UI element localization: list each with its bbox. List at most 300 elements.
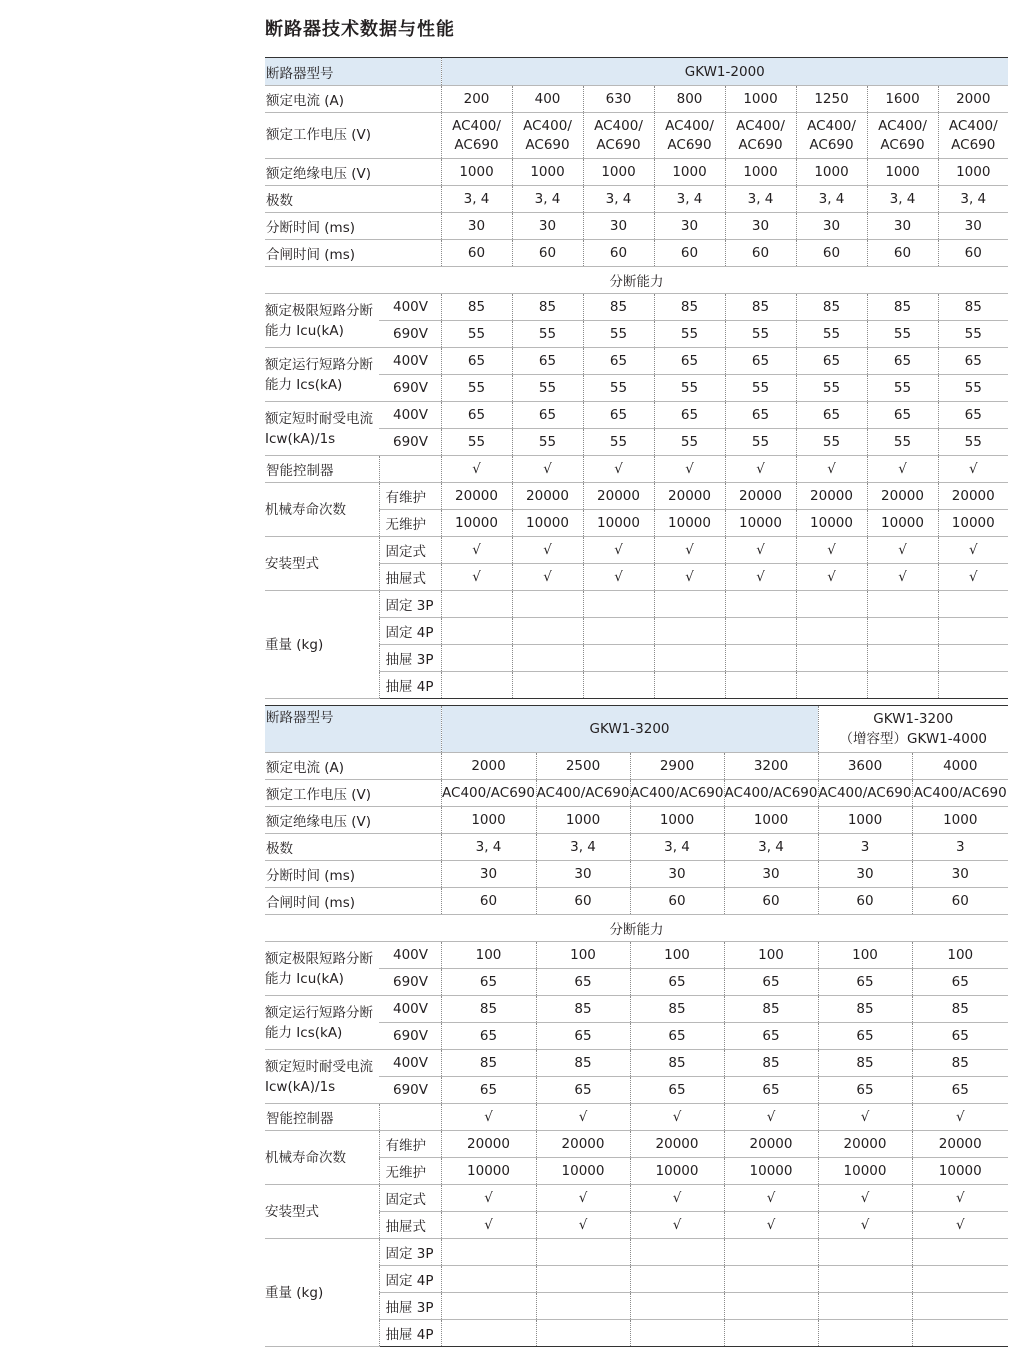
check-mark: √: [867, 456, 938, 483]
cell-value: √: [725, 564, 796, 591]
voltage-label: 690V: [379, 375, 441, 402]
cell-value: 55: [725, 321, 796, 348]
cell-value: √: [912, 1185, 1008, 1212]
cell-value: 20000: [630, 1131, 724, 1158]
cell-value: [512, 591, 583, 618]
spec-row: [265, 240, 1008, 267]
cell-value: 55: [583, 429, 654, 456]
cell-value: 3, 4: [867, 186, 938, 213]
voltage-label: 400V: [379, 942, 441, 969]
cell-value: √: [441, 1185, 536, 1212]
mount-row: [265, 537, 1008, 564]
cell-value: [441, 1293, 536, 1320]
cell-value: √: [630, 1185, 724, 1212]
cell-value: 4000: [912, 753, 1008, 780]
row-label: 分断时间 (ms): [265, 213, 441, 240]
check-mark: √: [512, 456, 583, 483]
spec-row: [265, 86, 1008, 113]
row-label: 额定绝缘电压 (V): [265, 159, 441, 186]
cell-value: 65: [818, 1077, 912, 1104]
cell-value: [536, 1320, 630, 1347]
spec-row: [265, 753, 1008, 780]
cell-value: AC400/ AC690: [867, 113, 938, 159]
cell-value: 55: [867, 321, 938, 348]
cell-value: AC400/ AC690: [938, 113, 1008, 159]
cell-value: 10000: [441, 1158, 536, 1185]
cell-value: [441, 645, 512, 672]
model-name-extended: GKW1-3200 （增容型）GKW1-4000: [818, 706, 1008, 753]
mount-row: [265, 1185, 1008, 1212]
cell-value: √: [724, 1185, 818, 1212]
cell-value: 55: [796, 429, 867, 456]
voltage-label: 400V: [379, 294, 441, 321]
cell-value: 30: [912, 861, 1008, 888]
weight-sub-label: 抽屉 3P: [379, 645, 441, 672]
weight-sub-label: 抽屉 3P: [379, 1293, 441, 1320]
voltage-label: 690V: [379, 1077, 441, 1104]
page-title: 断路器技术数据与性能: [265, 19, 455, 40]
cell-value: [725, 591, 796, 618]
cell-value: 10000: [818, 1158, 912, 1185]
empty-cell: [379, 1104, 441, 1131]
row-label: 合闸时间 (ms): [265, 888, 441, 915]
cell-value: 30: [512, 213, 583, 240]
cell-value: 60: [724, 888, 818, 915]
cell-value: 1000: [818, 807, 912, 834]
cell-value: 55: [867, 375, 938, 402]
cell-value: 30: [654, 213, 725, 240]
voltage-label: 400V: [379, 996, 441, 1023]
cell-value: 55: [938, 321, 1008, 348]
cell-value: 55: [512, 429, 583, 456]
cell-value: [796, 645, 867, 672]
voltage-label: 690V: [379, 969, 441, 996]
cell-value: 10000: [441, 510, 512, 537]
cell-value: 85: [583, 294, 654, 321]
cell-value: AC400/ AC690: [796, 113, 867, 159]
weight-sub-label: 固定 3P: [379, 591, 441, 618]
row-label: 极数: [265, 186, 441, 213]
cell-value: [938, 645, 1008, 672]
weight-sub-label: 抽屉 4P: [379, 1320, 441, 1347]
life-label: 机械寿命次数: [265, 1131, 379, 1185]
cell-value: [818, 1293, 912, 1320]
section-title: 分断能力: [265, 267, 1008, 294]
cell-value: 65: [441, 348, 512, 375]
cell-value: 200: [441, 86, 512, 113]
cell-value: AC400/ AC690: [725, 113, 796, 159]
check-mark: √: [912, 1104, 1008, 1131]
cell-value: 55: [938, 429, 1008, 456]
cell-value: 85: [536, 1050, 630, 1077]
cell-value: [441, 1239, 536, 1266]
row-label: 分断时间 (ms): [265, 861, 441, 888]
cell-value: 3, 4: [512, 186, 583, 213]
life-sub-label: 有维护: [379, 483, 441, 510]
section-title: 分断能力: [265, 915, 1008, 942]
cell-value: [938, 618, 1008, 645]
cell-value: 60: [867, 240, 938, 267]
cell-value: 30: [867, 213, 938, 240]
spec-row: [265, 213, 1008, 240]
cell-value: 65: [725, 348, 796, 375]
cell-value: 65: [796, 402, 867, 429]
cell-value: √: [583, 564, 654, 591]
row-label: 额定工作电压 (V): [265, 780, 441, 807]
cell-value: 85: [512, 294, 583, 321]
cell-value: 55: [796, 375, 867, 402]
mount-sub-label: 固定式: [379, 1185, 441, 1212]
weight-sub-label: 固定 4P: [379, 1266, 441, 1293]
model-header-row: [265, 706, 1008, 753]
cell-value: 3200: [724, 753, 818, 780]
cell-value: √: [796, 564, 867, 591]
cell-value: 10000: [536, 1158, 630, 1185]
cell-value: 1250: [796, 86, 867, 113]
cell-value: √: [630, 1212, 724, 1239]
life-sub-label: 无维护: [379, 1158, 441, 1185]
cell-value: 65: [796, 348, 867, 375]
life-label: 机械寿命次数: [265, 483, 379, 537]
cell-value: 1000: [441, 807, 536, 834]
cell-value: [796, 618, 867, 645]
weight-row: [265, 591, 1008, 618]
check-mark: √: [583, 456, 654, 483]
cell-value: 85: [724, 996, 818, 1023]
cell-value: 85: [441, 294, 512, 321]
cell-value: 65: [536, 1077, 630, 1104]
cell-value: [818, 1239, 912, 1266]
cell-value: 85: [441, 1050, 536, 1077]
row-label: 合闸时间 (ms): [265, 240, 441, 267]
cell-value: 55: [796, 321, 867, 348]
spec-row: [265, 348, 1008, 375]
cell-value: 65: [912, 1023, 1008, 1050]
model-name: GKW1-3200: [441, 706, 818, 753]
cell-value: 100: [724, 942, 818, 969]
spec-row: [265, 996, 1008, 1023]
cell-value: [938, 672, 1008, 699]
mount-label: 安装型式: [265, 1185, 379, 1239]
cell-value: 10000: [938, 510, 1008, 537]
cell-value: 65: [441, 1077, 536, 1104]
cell-value: 60: [912, 888, 1008, 915]
cell-value: 85: [818, 1050, 912, 1077]
cell-value: 10000: [512, 510, 583, 537]
row-label: 额定工作电压 (V): [265, 113, 441, 159]
cell-value: 85: [654, 294, 725, 321]
cell-value: √: [818, 1185, 912, 1212]
cell-value: [441, 591, 512, 618]
cell-value: 60: [583, 240, 654, 267]
cell-value: 20000: [583, 483, 654, 510]
group-label: 额定极限短路分断能力 Icu(kA): [265, 942, 379, 996]
life-row: [265, 1131, 1008, 1158]
cell-value: 20000: [654, 483, 725, 510]
cell-value: 3, 4: [724, 834, 818, 861]
group-label: 额定极限短路分断能力 Icu(kA): [265, 294, 379, 348]
cell-value: 20000: [441, 1131, 536, 1158]
cell-value: 65: [724, 1023, 818, 1050]
cell-value: 3, 4: [938, 186, 1008, 213]
check-mark: √: [441, 456, 512, 483]
cell-value: [796, 672, 867, 699]
cell-value: 30: [536, 861, 630, 888]
cell-value: 85: [630, 996, 724, 1023]
cell-value: 20000: [536, 1131, 630, 1158]
cell-value: 60: [938, 240, 1008, 267]
spec-table-gkw1-2000: [265, 57, 1008, 699]
cell-value: 400: [512, 86, 583, 113]
cell-value: 55: [654, 321, 725, 348]
row-label: 极数: [265, 834, 441, 861]
spec-row: [265, 942, 1008, 969]
cell-value: 1000: [938, 159, 1008, 186]
spec-row: [265, 861, 1008, 888]
cell-value: [512, 618, 583, 645]
cell-value: 10000: [912, 1158, 1008, 1185]
spec-row: [265, 780, 1008, 807]
check-mark: √: [796, 456, 867, 483]
cell-value: [725, 618, 796, 645]
cell-value: [818, 1266, 912, 1293]
cell-value: 65: [912, 969, 1008, 996]
cell-value: 65: [441, 969, 536, 996]
cell-value: 1000: [654, 159, 725, 186]
cell-value: 85: [867, 294, 938, 321]
spec-row: [265, 294, 1008, 321]
cell-value: 65: [630, 1023, 724, 1050]
cell-value: [867, 591, 938, 618]
mount-sub-label: 抽屉式: [379, 1212, 441, 1239]
check-mark: √: [536, 1104, 630, 1131]
cell-value: AC400/AC690: [724, 780, 818, 807]
cell-value: 55: [867, 429, 938, 456]
cell-value: 65: [654, 402, 725, 429]
cell-value: [512, 672, 583, 699]
cell-value: 20000: [818, 1131, 912, 1158]
cell-value: [724, 1293, 818, 1320]
cell-value: AC400/AC690: [818, 780, 912, 807]
cell-value: [630, 1320, 724, 1347]
cell-value: 65: [536, 1023, 630, 1050]
cell-value: 65: [867, 348, 938, 375]
cell-value: 85: [912, 996, 1008, 1023]
cell-value: 85: [630, 1050, 724, 1077]
check-mark: √: [724, 1104, 818, 1131]
cell-value: [867, 672, 938, 699]
section-row: [265, 267, 1008, 294]
spec-row: [265, 159, 1008, 186]
model-label: 断路器型号: [265, 706, 441, 753]
model-name: GKW1-2000: [441, 58, 1008, 86]
cell-value: 65: [725, 402, 796, 429]
cell-value: 20000: [796, 483, 867, 510]
cell-value: 30: [583, 213, 654, 240]
cell-value: AC400/ AC690: [441, 113, 512, 159]
check-mark: √: [938, 456, 1008, 483]
cell-value: 1600: [867, 86, 938, 113]
check-mark: √: [818, 1104, 912, 1131]
cell-value: 1000: [796, 159, 867, 186]
cell-value: √: [583, 537, 654, 564]
cell-value: 85: [796, 294, 867, 321]
cell-value: √: [654, 537, 725, 564]
cell-value: 1000: [630, 807, 724, 834]
spec-row: [265, 1050, 1008, 1077]
cell-value: 65: [583, 402, 654, 429]
cell-value: 1000: [583, 159, 654, 186]
cell-value: [583, 672, 654, 699]
cell-value: [536, 1239, 630, 1266]
weight-label: 重量 (kg): [265, 1239, 379, 1347]
cell-value: 10000: [654, 510, 725, 537]
cell-value: 20000: [938, 483, 1008, 510]
empty-cell: [379, 456, 441, 483]
cell-value: 3: [912, 834, 1008, 861]
cell-value: √: [441, 1212, 536, 1239]
cell-value: √: [512, 564, 583, 591]
cell-value: AC400/ AC690: [583, 113, 654, 159]
cell-value: 30: [441, 861, 536, 888]
voltage-label: 400V: [379, 1050, 441, 1077]
cell-value: [654, 645, 725, 672]
cell-value: 20000: [441, 483, 512, 510]
cell-value: √: [867, 537, 938, 564]
cell-value: [536, 1266, 630, 1293]
cell-value: 85: [818, 996, 912, 1023]
cell-value: 65: [441, 402, 512, 429]
cell-value: 3, 4: [725, 186, 796, 213]
cell-value: 2000: [938, 86, 1008, 113]
life-sub-label: 无维护: [379, 510, 441, 537]
section-row: [265, 915, 1008, 942]
cell-value: 10000: [725, 510, 796, 537]
mount-sub-label: 固定式: [379, 537, 441, 564]
cell-value: [441, 672, 512, 699]
cell-value: 3, 4: [796, 186, 867, 213]
controller-row: [265, 1104, 1008, 1131]
cell-value: 100: [630, 942, 724, 969]
cell-value: AC400/ AC690: [512, 113, 583, 159]
cell-value: 55: [654, 375, 725, 402]
cell-value: √: [912, 1212, 1008, 1239]
row-label: 额定电流 (A): [265, 753, 441, 780]
cell-value: √: [796, 537, 867, 564]
cell-value: [630, 1266, 724, 1293]
voltage-label: 400V: [379, 402, 441, 429]
cell-value: 100: [536, 942, 630, 969]
cell-value: 60: [654, 240, 725, 267]
cell-value: √: [512, 537, 583, 564]
spec-table-gkw1-3200: [265, 705, 1008, 1347]
cell-value: [912, 1293, 1008, 1320]
cell-value: 65: [654, 348, 725, 375]
cell-value: 3600: [818, 753, 912, 780]
spec-row: [265, 834, 1008, 861]
cell-value: √: [724, 1212, 818, 1239]
cell-value: [938, 591, 1008, 618]
cell-value: 55: [583, 321, 654, 348]
cell-value: 20000: [867, 483, 938, 510]
cell-value: AC400/AC690: [441, 780, 536, 807]
cell-value: √: [536, 1185, 630, 1212]
row-label: 额定电流 (A): [265, 86, 441, 113]
spec-row: [265, 186, 1008, 213]
cell-value: [725, 645, 796, 672]
voltage-label: 690V: [379, 429, 441, 456]
cell-value: 55: [441, 429, 512, 456]
cell-value: 3, 4: [536, 834, 630, 861]
check-mark: √: [441, 1104, 536, 1131]
cell-value: √: [536, 1212, 630, 1239]
check-mark: √: [630, 1104, 724, 1131]
cell-value: 85: [441, 996, 536, 1023]
cell-value: 2500: [536, 753, 630, 780]
weight-sub-label: 抽屉 4P: [379, 672, 441, 699]
cell-value: AC400/AC690: [630, 780, 724, 807]
cell-value: 55: [725, 375, 796, 402]
weight-label: 重量 (kg): [265, 591, 379, 699]
cell-value: √: [725, 537, 796, 564]
cell-value: √: [938, 564, 1008, 591]
cell-value: [796, 591, 867, 618]
cell-value: 1000: [912, 807, 1008, 834]
cell-value: 30: [724, 861, 818, 888]
cell-value: 3, 4: [441, 834, 536, 861]
cell-value: 20000: [724, 1131, 818, 1158]
cell-value: [724, 1239, 818, 1266]
cell-value: 60: [725, 240, 796, 267]
cell-value: 1000: [867, 159, 938, 186]
group-label: 额定短时耐受电流 Icw(kA)/1s: [265, 1050, 379, 1104]
cell-value: 65: [818, 1023, 912, 1050]
cell-value: 85: [938, 294, 1008, 321]
cell-value: 60: [441, 240, 512, 267]
cell-value: 1000: [512, 159, 583, 186]
cell-value: 85: [912, 1050, 1008, 1077]
cell-value: [583, 618, 654, 645]
group-label: 额定运行短路分断能力 Ics(kA): [265, 348, 379, 402]
cell-value: √: [867, 564, 938, 591]
cell-value: 65: [441, 1023, 536, 1050]
cell-value: √: [441, 537, 512, 564]
spec-row: [265, 807, 1008, 834]
cell-value: 65: [938, 402, 1008, 429]
cell-value: [654, 618, 725, 645]
cell-value: 55: [512, 375, 583, 402]
cell-value: [724, 1266, 818, 1293]
cell-value: 65: [512, 402, 583, 429]
cell-value: AC400/AC690: [912, 780, 1008, 807]
cell-value: 30: [938, 213, 1008, 240]
cell-value: 800: [654, 86, 725, 113]
cell-value: [867, 618, 938, 645]
row-label: 智能控制器: [265, 1104, 379, 1131]
cell-value: 10000: [724, 1158, 818, 1185]
cell-value: 100: [912, 942, 1008, 969]
voltage-label: 690V: [379, 1023, 441, 1050]
cell-value: [818, 1320, 912, 1347]
cell-value: 30: [818, 861, 912, 888]
cell-value: 85: [724, 1050, 818, 1077]
cell-value: 60: [512, 240, 583, 267]
cell-value: [654, 672, 725, 699]
cell-value: [912, 1320, 1008, 1347]
cell-value: [912, 1239, 1008, 1266]
cell-value: 630: [583, 86, 654, 113]
cell-value: 2000: [441, 753, 536, 780]
